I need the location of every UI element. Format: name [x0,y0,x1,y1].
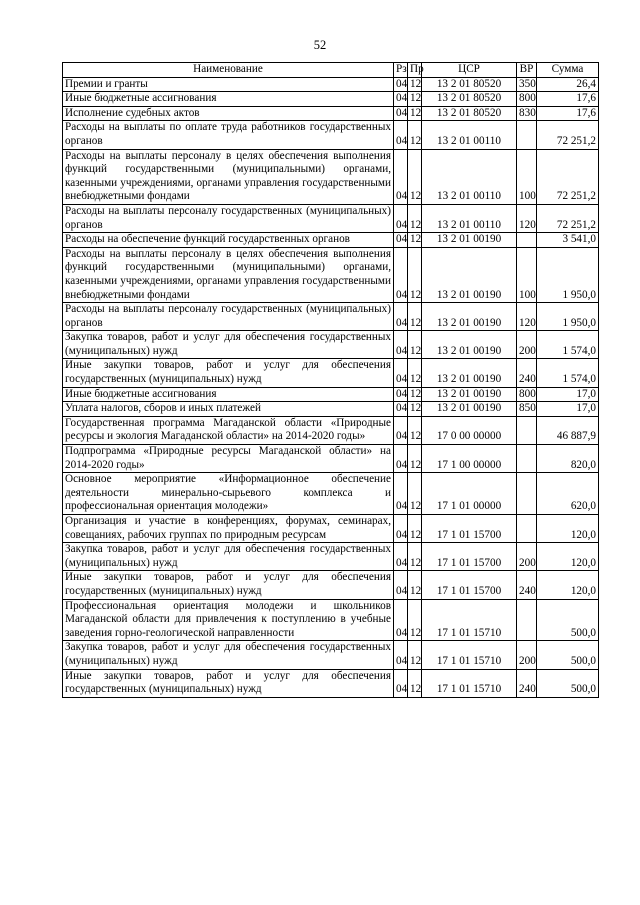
cell-rz: 04 [394,121,408,149]
cell-vr: 100 [517,247,537,302]
cell-csr: 13 2 01 80520 [422,106,517,121]
cell-rz: 04 [394,571,408,599]
cell-sum: 72 251,2 [537,121,599,149]
cell-csr: 13 2 01 00190 [422,387,517,402]
cell-csr: 13 2 01 00110 [422,149,517,204]
table-row [63,669,599,697]
cell-csr: 13 2 01 00190 [422,233,517,248]
cell-sum: 17,0 [537,402,599,417]
table-row [63,106,599,121]
cell-name: Расходы на выплаты персоналу государственных (муниципальных) органов [63,204,394,232]
cell-csr: 13 2 01 80520 [422,92,517,107]
cell-csr: 13 2 01 80520 [422,77,517,92]
cell-vr [517,599,537,641]
cell-pr: 12 [408,121,422,149]
cell-vr: 240 [517,669,537,697]
cell-rz: 04 [394,473,408,515]
cell-rz: 04 [394,387,408,402]
cell-name: Расходы на выплаты персоналу в целях обеспечения выполнения функций государственными (муниципальными) органами, казенными учреждениями, органами управления государственными внебюджетными фондами [63,247,394,302]
cell-csr: 17 1 01 15700 [422,571,517,599]
cell-name: Закупка товаров, работ и услуг для обеспечения государственных (муниципальных) нужд [63,543,394,571]
table-row [63,543,599,571]
cell-rz: 04 [394,641,408,669]
cell-vr [517,473,537,515]
table-row [63,247,599,302]
table-row [63,204,599,232]
table-row [63,233,599,248]
cell-sum: 26,4 [537,77,599,92]
cell-sum: 72 251,2 [537,204,599,232]
table-row [63,331,599,359]
table-row [63,387,599,402]
cell-csr: 13 2 01 00190 [422,402,517,417]
cell-csr: 17 1 01 15710 [422,599,517,641]
cell-sum: 120,0 [537,515,599,543]
cell-pr: 12 [408,77,422,92]
table-row [63,599,599,641]
table-row [63,402,599,417]
cell-name: Расходы на обеспечение функций государственных органов [63,233,394,248]
cell-rz: 04 [394,599,408,641]
cell-rz: 04 [394,402,408,417]
cell-name: Расходы на выплаты по оплате труда работников государственных органов [63,121,394,149]
cell-pr: 12 [408,571,422,599]
table-header-row [63,63,599,78]
cell-vr [517,445,537,473]
cell-sum: 1 950,0 [537,303,599,331]
cell-name: Уплата налогов, сборов и иных платежей [63,402,394,417]
cell-name: Иные закупки товаров, работ и услуг для обеспечения государственных (муниципальных) нужд [63,359,394,387]
cell-pr: 12 [408,92,422,107]
cell-sum: 3 541,0 [537,233,599,248]
cell-name: Закупка товаров, работ и услуг для обеспечения государственных (муниципальных) нужд [63,331,394,359]
cell-sum: 120,0 [537,543,599,571]
cell-sum: 1 950,0 [537,247,599,302]
cell-vr [517,416,537,444]
cell-rz: 04 [394,233,408,248]
cell-name: Исполнение судебных актов [63,106,394,121]
cell-csr: 17 0 00 00000 [422,416,517,444]
cell-pr: 12 [408,416,422,444]
cell-rz: 04 [394,106,408,121]
cell-rz: 04 [394,92,408,107]
cell-pr: 12 [408,303,422,331]
cell-name: Государственная программа Магаданской области «Природные ресурсы и экология Магаданской области» на 2014-2020 годы» [63,416,394,444]
header-csr: ЦСР [422,63,517,78]
cell-rz: 04 [394,515,408,543]
table-row [63,121,599,149]
cell-vr: 850 [517,402,537,417]
cell-csr: 13 2 01 00110 [422,121,517,149]
cell-sum: 1 574,0 [537,359,599,387]
cell-name: Иные закупки товаров, работ и услуг для обеспечения государственных (муниципальных) нужд [63,669,394,697]
cell-vr [517,233,537,248]
cell-pr: 12 [408,543,422,571]
cell-name: Подпрограмма «Природные ресурсы Магаданской области» на 2014-2020 годы» [63,445,394,473]
budget-table [62,62,599,698]
cell-vr: 800 [517,387,537,402]
header-sum: Сумма [537,63,599,78]
cell-csr: 13 2 01 00110 [422,204,517,232]
cell-rz: 04 [394,416,408,444]
table-row [63,515,599,543]
cell-vr: 240 [517,571,537,599]
cell-name: Организация и участие в конференциях, форумах, семинарах, совещаниях, рабочих группах по природным ресурсам [63,515,394,543]
cell-rz: 04 [394,331,408,359]
table-row [63,571,599,599]
cell-vr: 100 [517,149,537,204]
cell-name: Иные бюджетные ассигнования [63,92,394,107]
cell-rz: 04 [394,204,408,232]
cell-vr: 240 [517,359,537,387]
cell-rz: 04 [394,359,408,387]
cell-name: Иные бюджетные ассигнования [63,387,394,402]
cell-sum: 46 887,9 [537,416,599,444]
header-pr: Пр [408,63,422,78]
cell-csr: 13 2 01 00190 [422,359,517,387]
table-row [63,303,599,331]
cell-csr: 17 1 01 15710 [422,641,517,669]
cell-pr: 12 [408,473,422,515]
cell-vr: 800 [517,92,537,107]
cell-sum: 500,0 [537,599,599,641]
cell-sum: 500,0 [537,669,599,697]
cell-pr: 12 [408,402,422,417]
cell-csr: 13 2 01 00190 [422,303,517,331]
cell-pr: 12 [408,445,422,473]
cell-pr: 12 [408,149,422,204]
cell-pr: 12 [408,106,422,121]
table-body [63,77,599,697]
cell-name: Расходы на выплаты персоналу государственных (муниципальных) органов [63,303,394,331]
cell-csr: 17 1 01 15700 [422,515,517,543]
page-number: 52 [313,38,327,52]
table-row [63,92,599,107]
table-row [63,641,599,669]
table-row [63,359,599,387]
cell-vr [517,515,537,543]
cell-pr: 12 [408,669,422,697]
cell-rz: 04 [394,303,408,331]
cell-csr: 17 1 01 15700 [422,543,517,571]
cell-pr: 12 [408,247,422,302]
cell-vr: 350 [517,77,537,92]
table-row [63,445,599,473]
cell-pr: 12 [408,233,422,248]
cell-pr: 12 [408,599,422,641]
cell-sum: 17,0 [537,387,599,402]
cell-sum: 72 251,2 [537,149,599,204]
cell-rz: 04 [394,247,408,302]
cell-csr: 17 1 00 00000 [422,445,517,473]
cell-vr: 200 [517,331,537,359]
cell-sum: 1 574,0 [537,331,599,359]
cell-csr: 17 1 01 00000 [422,473,517,515]
cell-rz: 04 [394,77,408,92]
cell-name: Иные закупки товаров, работ и услуг для обеспечения государственных (муниципальных) нужд [63,571,394,599]
cell-vr: 120 [517,303,537,331]
cell-pr: 12 [408,331,422,359]
cell-name: Расходы на выплаты персоналу в целях обеспечения выполнения функций государственными (муниципальными) органами, казенными учреждениями, органами управления государственными внебюджетными фондами [63,149,394,204]
cell-sum: 620,0 [537,473,599,515]
cell-pr: 12 [408,641,422,669]
cell-rz: 04 [394,149,408,204]
cell-pr: 12 [408,359,422,387]
cell-csr: 13 2 01 00190 [422,331,517,359]
cell-sum: 820,0 [537,445,599,473]
cell-pr: 12 [408,515,422,543]
cell-rz: 04 [394,445,408,473]
cell-rz: 04 [394,543,408,571]
header-vr: ВР [517,63,537,78]
cell-sum: 500,0 [537,641,599,669]
cell-vr: 200 [517,543,537,571]
cell-csr: 13 2 01 00190 [422,247,517,302]
header-name: Наименование [63,63,394,78]
cell-sum: 17,6 [537,106,599,121]
cell-pr: 12 [408,387,422,402]
cell-pr: 12 [408,204,422,232]
cell-sum: 120,0 [537,571,599,599]
cell-name: Премии и гранты [63,77,394,92]
cell-sum: 17,6 [537,92,599,107]
table-row [63,473,599,515]
cell-vr: 830 [517,106,537,121]
cell-csr: 17 1 01 15710 [422,669,517,697]
table-row [63,149,599,204]
cell-vr [517,121,537,149]
cell-name: Основное мероприятие «Информационное обеспечение деятельности минерально-сырьевого комплекса и профессиональная ориентация молодежи» [63,473,394,515]
header-rz: Рз [394,63,408,78]
cell-name: Профессиональная ориентация молодежи и школьников Магаданской области для привлечения к поступлению в учебные заведения горно-геологической направленности [63,599,394,641]
cell-vr: 200 [517,641,537,669]
table-row [63,77,599,92]
cell-vr: 120 [517,204,537,232]
table-row [63,416,599,444]
cell-rz: 04 [394,669,408,697]
cell-name: Закупка товаров, работ и услуг для обеспечения государственных (муниципальных) нужд [63,641,394,669]
